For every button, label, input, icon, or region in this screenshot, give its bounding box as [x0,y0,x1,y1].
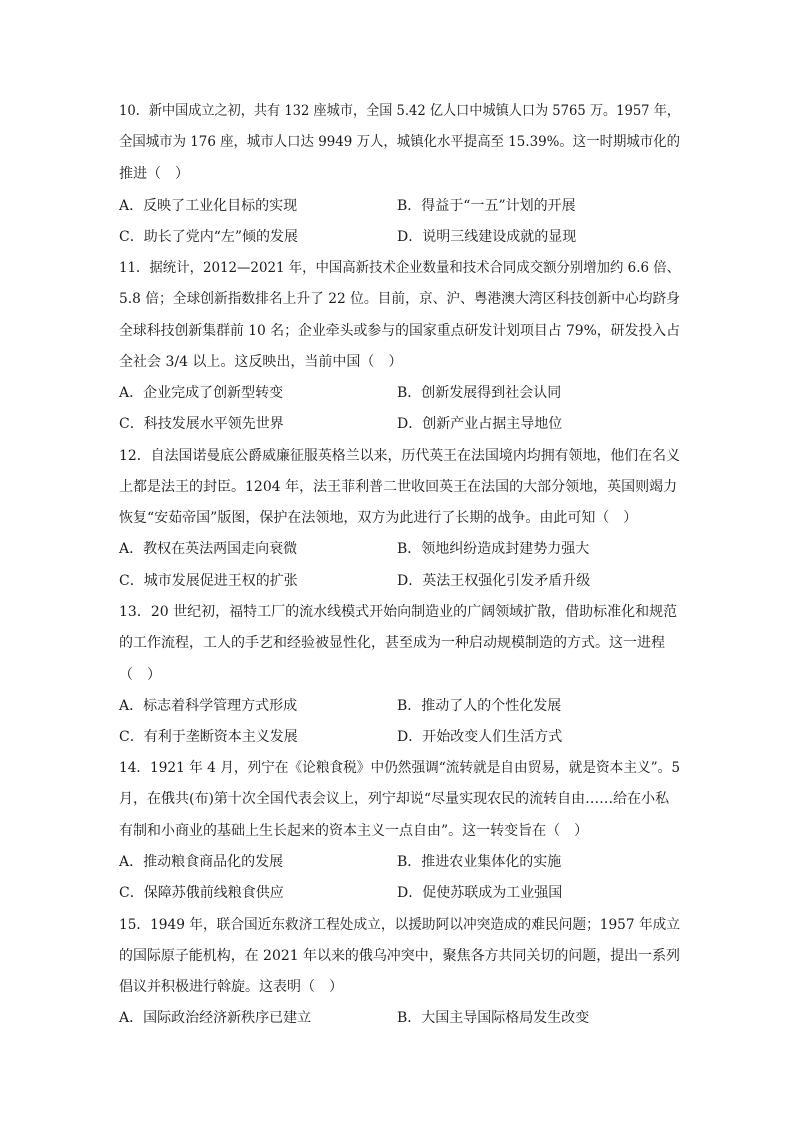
question-stem-line: （ ） [119,667,161,683]
option-c: C．保障苏俄前线粮食供应 [119,885,284,901]
question-stem-line: 13．20 世纪初，福特工厂的流水线模式开始向制造业的广阔领域扩散，借助标准化和规范 [119,604,678,620]
option-b: B．得益于“一五”计划的开展 [397,198,576,214]
option-d: D．英法王权强化引发矛盾升级 [397,573,591,589]
option-d: D．创新产业占据主导地位 [397,416,563,432]
option-b: B．领地纠纷造成封建势力强大 [397,541,590,557]
question-stem-line: 11．据统计，2012—2021 年，中国高新技术企业数量和技术合同成交额分别增加约 6.6 倍、 [119,260,680,276]
question-stem-line: 推进（ ） [119,166,189,182]
option-c: C．城市发展促进王权的扩张 [119,573,298,589]
question-stem-line: 12．自法国诺曼底公爵威廉征服英格兰以来，历代英王在法国境内均拥有领地，他们在名义 [119,448,680,464]
option-d: D．开始改变人们生活方式 [397,729,563,745]
option-a: A．企业完成了创新型转变 [119,385,284,401]
option-c: C．助长了党内“左”倾的发展 [119,229,299,245]
question-stem-line: 有制和小商业的基础上生长起来的资本主义一点自由”。这一转变旨在（ ） [119,823,589,839]
question-stem-line: 15．1949 年，联合国近东救济工程处成立，以援助阿以冲突造成的难民问题；1957 年成立 [119,917,681,933]
option-b: B．创新发展得到社会认同 [397,385,562,401]
option-b: B．大国主导国际格局发生改变 [397,1010,590,1026]
option-c: C．科技发展水平领先世界 [119,416,284,432]
question-stem-line: 的国际原子能机构，在 2021 年以来的俄乌冲突中，聚焦各方共同关切的问题，提出一系列 [119,948,681,964]
option-a: A．国际政治经济新秩序已建立 [119,1010,312,1026]
question-stem-line: 14．1921 年 4 月，列宁在《论粮食税》中仍然强调“流转就是自由贸易，就是资本主义”。5 [119,760,681,776]
option-a: A．教权在英法两国走向衰微 [119,541,298,557]
question-stem-line: 全社会 3/4 以上。这反映出，当前中国（ ） [119,354,403,370]
option-a: A．反映了工业化目标的实现 [119,198,298,214]
question-stem-line: 月，在俄共(布)第十次全国代表会议上，列宁却说“尽量实现农民的流转自由……给在小私 [119,791,670,807]
option-b: B．推动了人的个性化发展 [397,698,562,714]
option-d: D．促使苏联成为工业强国 [397,885,563,901]
option-a: A．推动粮食商品化的发展 [119,854,284,870]
question-stem-line: 上都是法王的封臣。1204 年，法王菲利普二世收回英王在法国的大部分领地，英国则竭力 [119,479,678,495]
option-b: B．推进农业集体化的实施 [397,854,562,870]
question-stem-line: 的工作流程，工人的手艺和经验被显性化，甚至成为一种启动规模制造的方式。这一进程 [119,635,665,651]
question-stem-line: 恢复“安茹帝国”版图，保护在法领地，双方为此进行了长期的战争。由此可知（ ） [119,510,638,526]
question-stem-line: 10．新中国成立之初，共有 132 座城市，全国 5.42 亿人口中城镇人口为 5765 万。1957 年， [119,103,680,119]
question-stem-line: 全国城市为 176 座，城市人口达 9949 万人，城镇化水平提高至 15.39%。这一时期城市化的 [119,134,681,150]
question-stem-line: 全球科技创新集群前 10 名；企业牵头或参与的国家重点研发计划项目占 79%，研发投入占 [119,323,681,339]
option-d: D．说明三线建设成就的显现 [397,229,577,245]
option-c: C．有利于垄断资本主义发展 [119,729,298,745]
option-a: A．标志着科学管理方式形成 [119,698,298,714]
question-stem-line: 倡议并积极进行斡旋。这表明（ ） [119,979,343,995]
question-stem-line: 5.8 倍；全球创新指数排名上升了 22 位。目前，京、沪、粤港澳大湾区科技创新中心均跻身 [119,291,680,307]
